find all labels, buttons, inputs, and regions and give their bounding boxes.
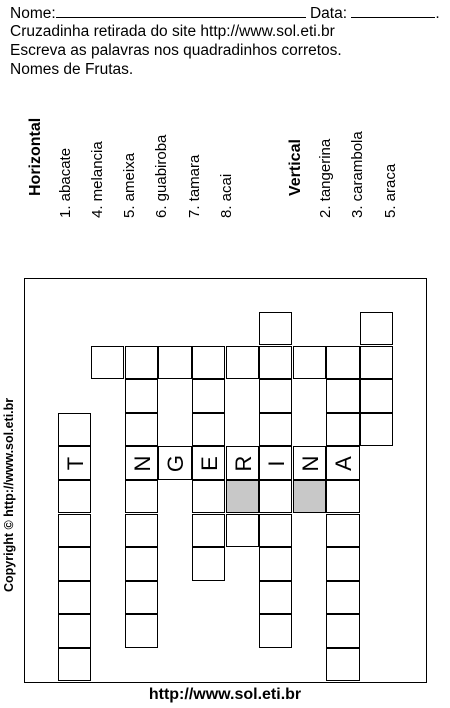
- grid-letter: A: [330, 456, 356, 472]
- grid-cell[interactable]: [58, 614, 91, 647]
- grid-cell[interactable]: [293, 346, 326, 379]
- grid-letter: N: [297, 455, 323, 472]
- date-blank[interactable]: [351, 3, 435, 18]
- grid-cell[interactable]: [58, 648, 91, 681]
- instruction-line: Escreva as palavras nos quadradinhos corretos.: [10, 42, 342, 59]
- grid-cell[interactable]: [326, 346, 359, 379]
- grid-cell[interactable]: [259, 514, 292, 547]
- clue-h-8: 8. acai: [218, 173, 235, 218]
- grid-cell[interactable]: [58, 413, 91, 446]
- grid-cell[interactable]: [259, 614, 292, 647]
- grid-cell[interactable]: [125, 379, 158, 412]
- grid-cell[interactable]: [125, 346, 158, 379]
- grid-cell[interactable]: [58, 480, 91, 513]
- grid-letter: T: [62, 457, 87, 471]
- grid-cell[interactable]: [192, 413, 225, 446]
- grid-cell[interactable]: [326, 581, 359, 614]
- clue-h-7: 7. tamara: [186, 154, 203, 218]
- grid-cell[interactable]: [192, 514, 225, 547]
- grid-cell[interactable]: [293, 446, 326, 479]
- grid-letter: E: [196, 456, 222, 472]
- clue-v-3: 3. carambola: [349, 131, 366, 218]
- grid-cell[interactable]: [360, 413, 393, 446]
- source-line: Cruzadinha retirada do site http://www.sol.eti.br: [10, 23, 335, 40]
- grid-letter: N: [129, 455, 155, 472]
- grid-letter: R: [230, 455, 255, 472]
- grid-cell[interactable]: [125, 581, 158, 614]
- copyright-text: Copyright © http://www.sol.eti.br: [2, 397, 16, 592]
- grid-cell[interactable]: [192, 446, 225, 479]
- grid-cell[interactable]: [259, 312, 292, 345]
- grid-cell[interactable]: [326, 648, 359, 681]
- grid-cell[interactable]: [192, 547, 225, 580]
- date-end: .: [435, 5, 440, 22]
- clue-h-4: 4. melancia: [89, 141, 106, 218]
- theme-line: Nomes de Frutas.: [10, 61, 134, 78]
- clue-h-5: 5. ameixa: [121, 152, 138, 218]
- grid-cell[interactable]: [125, 480, 158, 513]
- clue-v-5: 5. araca: [382, 163, 399, 218]
- grid-cell[interactable]: [259, 480, 292, 513]
- grid-cell[interactable]: [125, 514, 158, 547]
- vertical-title: Vertical: [287, 139, 304, 196]
- name-blank[interactable]: [56, 3, 306, 18]
- grid-cell[interactable]: [125, 547, 158, 580]
- grid-cell[interactable]: [326, 547, 359, 580]
- name-label: Nome:: [10, 5, 56, 22]
- grid-cell[interactable]: [125, 413, 158, 446]
- grid-cell[interactable]: [226, 446, 259, 479]
- clue-v-2: 2. tangerina: [317, 138, 334, 218]
- grid-cell[interactable]: [226, 346, 259, 379]
- grid-cell[interactable]: [58, 514, 91, 547]
- grid-letter: I: [263, 460, 289, 467]
- clue-h-1: 1. abacate: [57, 147, 74, 218]
- grid-cell[interactable]: [259, 446, 292, 479]
- grid-cell[interactable]: [91, 346, 124, 379]
- grid-cell[interactable]: [58, 446, 91, 479]
- date-label: Data:: [309, 5, 348, 22]
- grid-cell[interactable]: [158, 346, 191, 379]
- grid-cell[interactable]: [360, 312, 393, 345]
- grid-cell[interactable]: [259, 346, 292, 379]
- footer-url[interactable]: http://www.sol.eti.br: [148, 686, 302, 703]
- grid-cell[interactable]: [293, 480, 326, 513]
- grid-cell[interactable]: [192, 346, 225, 379]
- grid-cell[interactable]: [259, 379, 292, 412]
- grid-cell[interactable]: [259, 581, 292, 614]
- grid-cell[interactable]: [125, 614, 158, 647]
- name-date-line: [10, 3, 440, 23]
- grid-cell[interactable]: [259, 413, 292, 446]
- grid-cell[interactable]: [360, 346, 393, 379]
- grid-cell[interactable]: [326, 480, 359, 513]
- horizontal-title: Horizontal: [27, 117, 44, 196]
- grid-cell[interactable]: [326, 614, 359, 647]
- grid-cell[interactable]: [360, 379, 393, 412]
- grid-cell[interactable]: [259, 547, 292, 580]
- grid-cell[interactable]: [125, 446, 158, 479]
- clue-h-6: 6. guabiroba: [153, 134, 170, 218]
- grid-cell[interactable]: [58, 547, 91, 580]
- grid-cell[interactable]: [158, 446, 191, 479]
- grid-cell[interactable]: [192, 480, 225, 513]
- grid-cell[interactable]: [192, 379, 225, 412]
- grid-cell[interactable]: [326, 514, 359, 547]
- grid-cell[interactable]: [326, 446, 359, 479]
- grid-cell[interactable]: [226, 514, 259, 547]
- grid-cell[interactable]: [58, 581, 91, 614]
- grid-cell[interactable]: [326, 413, 359, 446]
- grid-cell[interactable]: [326, 379, 359, 412]
- grid-letter: G: [162, 455, 188, 473]
- grid-cell[interactable]: [226, 480, 259, 513]
